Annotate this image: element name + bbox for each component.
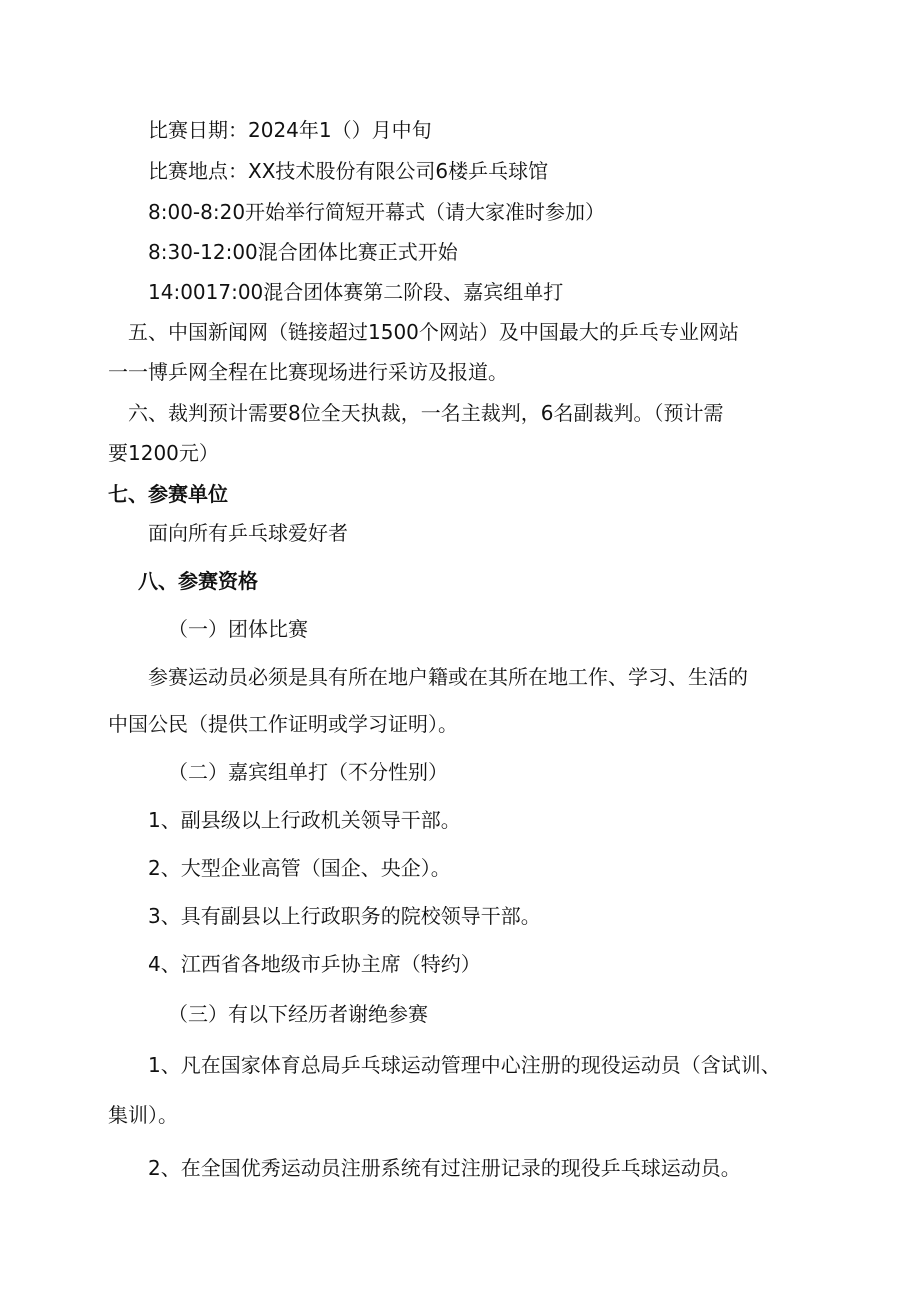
section-seven-heading: 七、参赛单位 (108, 482, 228, 506)
section-five-line2: 一一博乒网全程在比赛现场进行采访及报道。 (108, 360, 508, 384)
schedule-morning: 8:30-12:00混合团体比赛正式开始 (148, 240, 458, 264)
team-eligibility-line2: 中国公民（提供工作证明或学习证明）。 (108, 712, 458, 736)
schedule-afternoon: 14:0017:00混合团体赛第二阶段、嘉宾组单打 (148, 280, 564, 304)
match-date: 比赛日期：2024年1（）月中旬 (148, 118, 432, 142)
guest-item-4: 4、江西省各地级市乒协主席（特约） (148, 952, 481, 976)
subsection-guest-singles: （二）嘉宾组单打（不分性别） (168, 760, 448, 784)
subsection-excluded: （三）有以下经历者谢绝参赛 (168, 1002, 428, 1026)
excluded-item-2: 2、在全国优秀运动员注册系统有过注册记录的现役乒乓球运动员。 (148, 1156, 741, 1180)
schedule-opening: 8:00-8:20开始举行简短开幕式（请大家准时参加） (148, 200, 606, 224)
excluded-item-1-line1: 1、凡在国家体育总局乒乓球运动管理中心注册的现役运动员（含试训、 (148, 1053, 781, 1077)
participants-text: 面向所有乒乓球爱好者 (148, 521, 348, 545)
section-five-line1: 五、中国新闻网（链接超过1500个网站）及中国最大的乒乓专业网站 (128, 320, 739, 344)
team-eligibility-line1: 参赛运动员必须是具有所在地户籍或在其所在地工作、学习、生活的 (148, 665, 748, 689)
guest-item-3: 3、具有副县以上行政职务的院校领导干部。 (148, 904, 541, 928)
section-eight-heading: 八、参赛资格 (138, 569, 258, 593)
excluded-item-1-line2: 集训）。 (108, 1103, 178, 1127)
match-venue: 比赛地点：XX技术股份有限公司6楼乒乓球馆 (148, 159, 549, 183)
guest-item-2: 2、大型企业高管（国企、央企）。 (148, 856, 451, 880)
guest-item-1: 1、副县级以上行政机关领导干部。 (148, 808, 461, 832)
section-six-line2: 要1200元） (108, 441, 219, 465)
subsection-team: （一）团体比赛 (168, 617, 308, 641)
section-six-line1: 六、裁判预计需要8位全天执裁，一名主裁判，6名副裁判。（预计需 (128, 401, 724, 425)
